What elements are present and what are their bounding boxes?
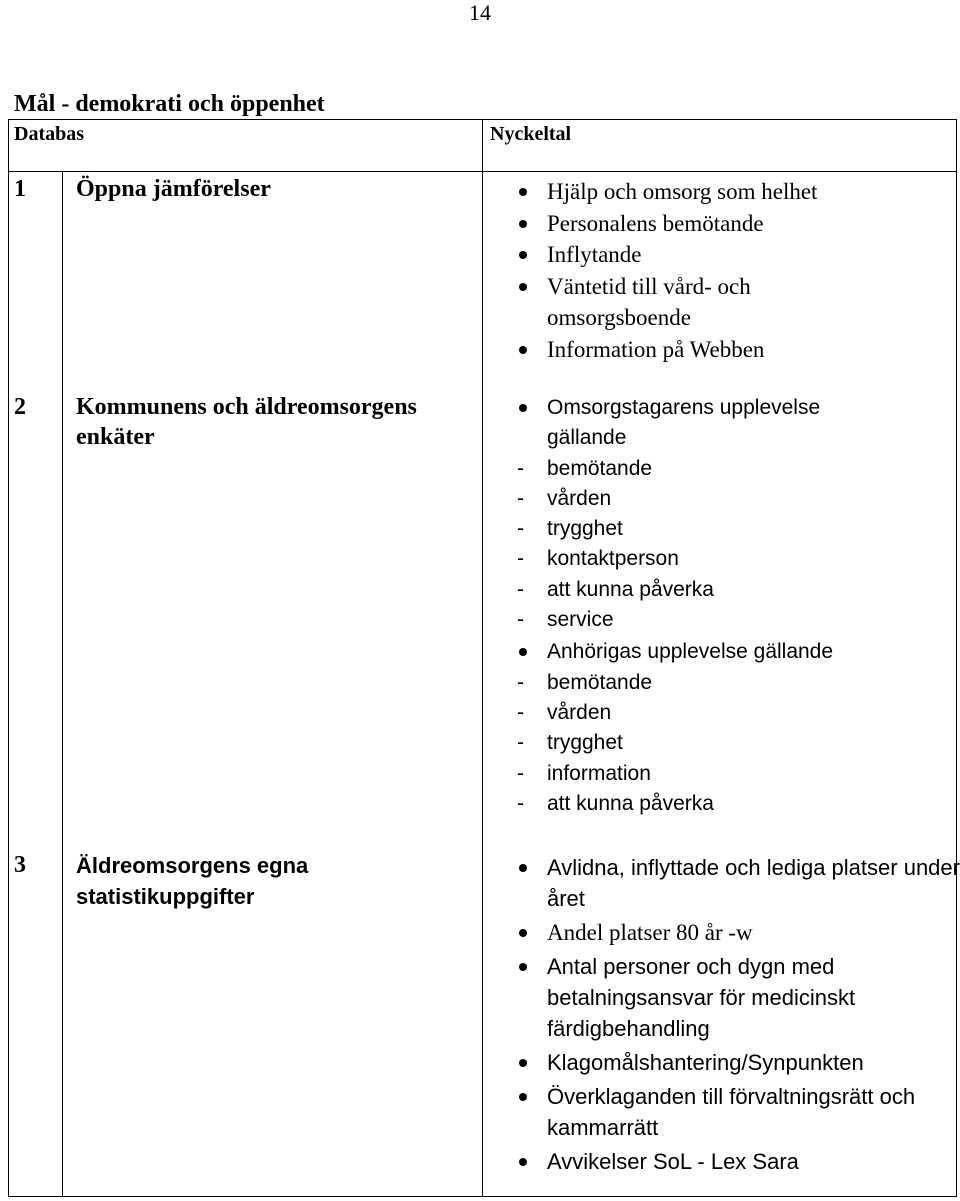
list-subitem: - vården: [517, 486, 612, 510]
list-item: Information på Webben: [547, 336, 765, 362]
row-1-indicator-list: [517, 176, 957, 365]
table-column-divider: [482, 119, 483, 1197]
list-subitem: - vården: [517, 700, 612, 724]
column-header-indicators: Nyckeltal: [490, 123, 572, 145]
list-item: Överklaganden till förvaltningsrätt och kammarrätt: [547, 1084, 916, 1140]
list-item: Avlidna, inflyttade och lediga platser under året: [547, 855, 960, 911]
section-title: Mål - demokrati och öppenhet: [14, 91, 325, 117]
list-item: Hjälp och omsorg som helhet: [547, 179, 818, 204]
list-item: Klagomålshantering/Synpunkten: [547, 1050, 864, 1075]
list-subitem: - service: [517, 608, 614, 632]
row-1-database-name: Öppna jämförelser: [76, 176, 271, 202]
row-3-number: 3: [14, 852, 26, 878]
list-subitem: - bemötande: [517, 670, 653, 694]
list-subitem: - bemötande: [517, 456, 653, 480]
list-subitem: - trygghet: [517, 731, 623, 755]
list-item: Antal personer och dygn med betalningsansvar för medicinskt färdigbehandling: [547, 954, 856, 1041]
list-subitem: - att kunna påverka: [517, 577, 714, 601]
list-item: Anhörigas upplevelse gällande: [547, 640, 834, 664]
row-1-number: 1: [14, 176, 26, 202]
table-bottom-border: [8, 1196, 957, 1197]
row-2-number: 2: [14, 394, 26, 420]
row-2-indicator-list: [517, 393, 957, 819]
table-number-divider: [62, 171, 63, 1197]
list-subitem: - kontaktperson: [517, 547, 679, 571]
list-subitem: - att kunna påverka: [517, 791, 714, 815]
page-number: 14: [469, 0, 491, 25]
row-2-database-name: Kommunens och äldreomsorgens enkäter: [76, 394, 417, 450]
row-3-indicator-list: [517, 852, 960, 1177]
row-3-database-name: Äldreomsorgens egna statistikuppgifter: [76, 853, 309, 909]
list-item: Andel platser 80 år -w: [547, 920, 753, 945]
list-item: Personalens bemötande: [547, 210, 764, 236]
list-subitem: - information: [517, 761, 651, 785]
table-left-border: [8, 119, 9, 1197]
list-item: Väntetid till vård- och omsorgsboende: [547, 273, 751, 330]
list-item: Omsorgstagarens upplevelse gällande: [547, 396, 821, 450]
list-item: Inflytande: [547, 242, 642, 267]
column-header-database: Databas: [14, 123, 85, 145]
list-subitem: - trygghet: [517, 517, 623, 541]
list-item: Avvikelser SoL - Lex Sara: [547, 1149, 799, 1174]
